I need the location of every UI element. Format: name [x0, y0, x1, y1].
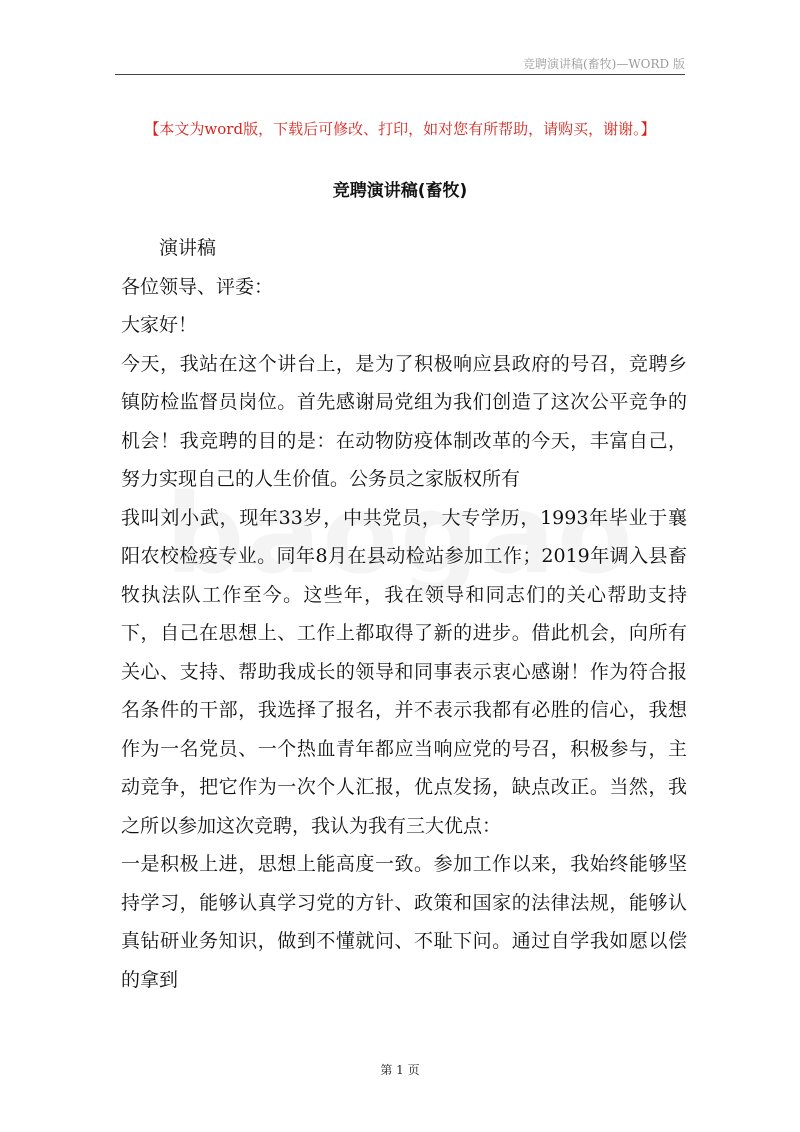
document-title: 竞聘演讲稿(畜牧) — [332, 181, 468, 201]
paragraph-intro: 今天，我站在这个讲台上，是为了积极响应县政府的号召，竞聘乡镇防检监督员岗位。首先感谢局党组为我们创造了这次公平竞争的机会！我竞聘的目的是：在动物防疫体制改革的今天，丰富自己，努力实现自己的人生价值。公务员之家版权所有 — [121, 352, 687, 490]
paragraph-self-introduction: 我叫刘小武，现年33岁，中共党员，大专学历，1993年毕业于襄阳农校检疫专业。同年8月在县动检站参加工作；2019年调入县畜牧执法队工作至今。这些年，我在领导和同志们的关心帮助支持下，自己在思想上、工作上都取得了新的进步。借此机会，向所有关心、支持、帮助我成长的领导和同事表示衷心感谢！作为符合报名条件的干部，我选择了报名，并不表示我都有必胜的信心，我想作为一名党员、一个热血青年都应当响应党的号召，积极参与，主动竞争，把它作为一次个人汇报，优点发扬，缺点改正。当然，我之所以参加这次竞聘，我认为我有三大优点： — [121, 506, 687, 837]
paragraph-salutation: 各位领导、评委： — [121, 275, 274, 298]
header-divider — [115, 74, 685, 75]
paragraph-first-strength: 一是积极上进，思想上能高度一致。参加工作以来，我始终能够坚持学习，能够认真学习党的方针、政策和国家的法律法规，能够认真钻研业务知识，做到不懂就问、不耻下问。通过自学我如愿以偿的拿到 — [121, 853, 687, 991]
document-body — [121, 229, 687, 999]
purchase-notice: 【本文为word版，下载后可修改、打印，如对您有所帮助，请购买，谢谢。】 — [144, 120, 656, 138]
running-header: 竞聘演讲稿(畜牧)—WORD 版 — [522, 57, 685, 71]
page-number: 第 1 页 — [380, 1063, 420, 1077]
paragraph-greeting: 大家好！ — [121, 314, 198, 336]
paragraph-heading: 演讲稿 — [159, 237, 217, 259]
